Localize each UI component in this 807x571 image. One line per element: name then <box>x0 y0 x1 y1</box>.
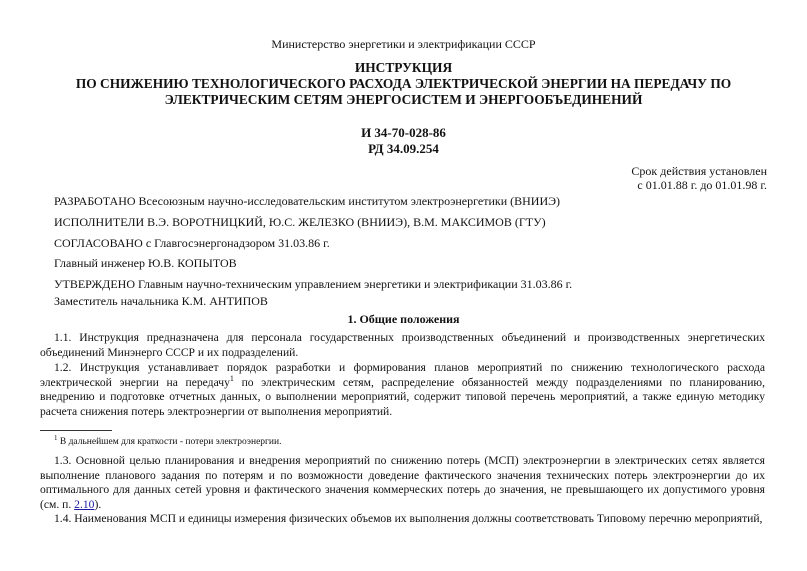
meta-chief-engineer: Главный инженер Ю.В. КОПЫТОВ <box>54 256 237 270</box>
paragraph-1-2 <box>40 361 765 420</box>
paragraph-1-3-text-a: 1.3. Основной целью планирования и внедрения мероприятий по снижению потерь (МСП) электроэнергии в электрических сетях является выполнение планового задания по потерям и по возможности доведение фактического значения технических потерь электроэнергии до их оптимального для данных сетей уровня и фактического значения коммерческих потерь до значения, не превышающего их допустимого уровня (см. п. <box>40 454 765 512</box>
footnote-divider <box>40 430 112 431</box>
validity-line-1: Срок действия установлен <box>631 164 767 178</box>
footnote <box>54 434 281 447</box>
ministry-line: Министерство энергетики и электрификации СССР <box>271 37 536 51</box>
paragraph-1-3-text-b: ). <box>94 498 102 512</box>
meta-developed: РАЗРАБОТАНО Всесоюзным научно-исследовательским институтом электроэнергетики (ВНИИЭ) <box>54 194 561 208</box>
title-line-1: ИНСТРУКЦИЯ <box>354 60 453 75</box>
footnote-number: 1 <box>54 434 58 442</box>
section-heading: 1. Общие положения <box>347 312 460 326</box>
validity-line-2: с 01.01.88 г. до 01.01.98 г. <box>637 178 767 192</box>
title-line-3: ЭЛЕКТРИЧЕСКИМ СЕТЯМ ЭНЕРГОСИСТЕМ И ЭНЕРГООБЪЕДИНЕНИЙ <box>164 92 643 107</box>
paragraph-1-1: 1.1. Инструкция предназначена для персонала государственных производственных объединений и производственных энергетических объединений Минэнерго СССР и их подразделений. <box>40 331 765 359</box>
document-title <box>40 60 767 108</box>
meta-approved: УТВЕРЖДЕНО Главным научно-техническим управлением энергетики и электрификации 31.03.86 г. <box>54 277 573 291</box>
meta-agreed: СОГЛАСОВАНО с Главгосэнергонадзором 31.03.86 г. <box>54 236 330 250</box>
meta-executors: ИСПОЛНИТЕЛИ В.Э. ВОРОТНИЦКИЙ, Ю.С. ЖЕЛЕЗКО (ВНИИЭ), В.М. МАКСИМОВ (ГТУ) <box>54 215 546 229</box>
code-instruction: И 34-70-028-86 <box>361 125 446 140</box>
footnote-text: В дальнейшем для краткости - потери электроэнергии. <box>57 437 282 448</box>
footnote-ref[interactable]: 1 <box>229 373 234 383</box>
code-rd: РД 34.09.254 <box>368 141 439 156</box>
title-line-2: ПО СНИЖЕНИЮ ТЕХНОЛОГИЧЕСКОГО РАСХОДА ЭЛЕКТРИЧЕСКОЙ ЭНЕРГИИ НА ПЕРЕДАЧУ ПО <box>75 76 732 91</box>
paragraph-1-2-text-b: по электрическим сетям, распределение обязанностей между подразделениями по планированию, внедрению и подготовке отчетных данных, о выполнении мероприятий, содержит типовой перечень мероприятий, а также единую методику расчета снижения потерь электроэнергии от выполнения мероприятий. <box>40 375 765 419</box>
section-link-2-10[interactable]: 2.10 <box>74 498 95 512</box>
validity-period <box>631 164 767 192</box>
paragraph-1-3 <box>40 454 765 513</box>
paragraph-1-2-text-a: 1.2. Инструкция устанавливает порядок разработки и формирования планов мероприятий по снижению технологического расхода электрической энергии на передачу <box>40 361 765 389</box>
paragraph-1-4: 1.4. Наименования МСП и единицы измерения физических объемов их выполнения должны соответствовать Типовому перечню мероприятий, <box>54 512 763 525</box>
meta-deputy: Заместитель начальника К.М. АНТИПОВ <box>54 294 268 308</box>
document-codes <box>0 125 807 157</box>
